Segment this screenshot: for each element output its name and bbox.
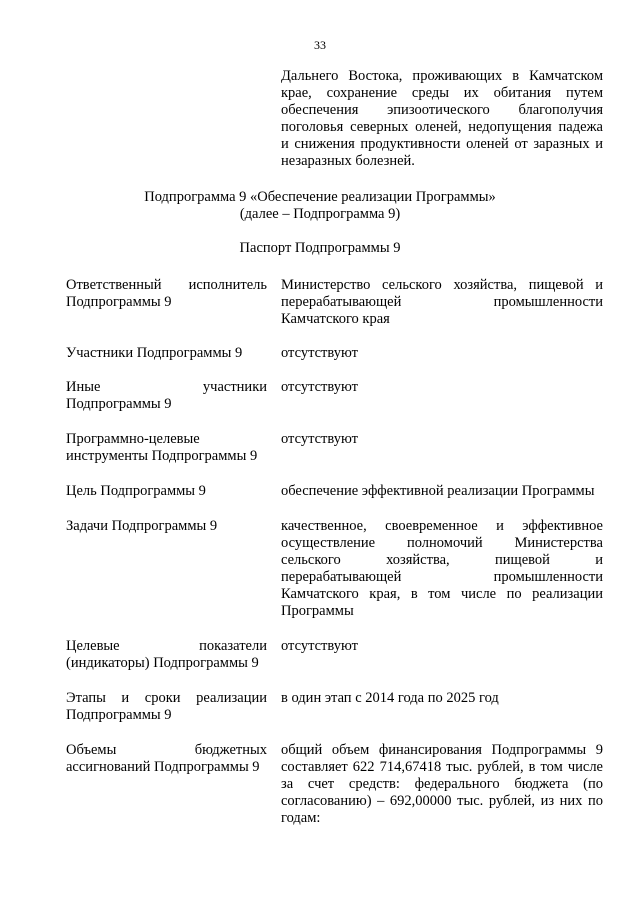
row-value: общий объем финансирования Подпрограммы 9 составляет 622 714,67418 тыс. рублей, в том числе за счет средств: федерального бюджета (по согласованию) – 692,00000 тыс. рублей, из них по годам: xyxy=(281,742,603,826)
row-value: Министерство сельского хозяйства, пищевой и перерабатывающей промышленности Камчатского края xyxy=(281,277,603,327)
row-label: Целевые показатели (индикаторы) Подпрограммы 9 xyxy=(66,638,267,671)
intro-line: и снижения продуктивности оленей от заразных и xyxy=(281,136,603,152)
intro-line: Дальнего Востока, проживающих в Камчатском xyxy=(281,68,603,84)
row-value: отсутствуют xyxy=(281,638,358,654)
row-label: Этапы и сроки реализации Подпрограммы 9 xyxy=(66,690,267,723)
subprogram-title: Подпрограмма 9 «Обеспечение реализации Программы» xyxy=(144,189,496,205)
intro-paragraph xyxy=(281,68,603,170)
row-label: Программно-целевые инструменты Подпрограммы 9 xyxy=(66,431,258,464)
row-value: в один этап с 2014 года по 2025 год xyxy=(281,690,499,706)
row-label: Иные участники Подпрограммы 9 xyxy=(66,379,267,412)
row-label: Объемы бюджетных ассигнований Подпрограммы 9 xyxy=(66,742,267,775)
row-value: отсутствуют xyxy=(281,379,358,395)
row-label: Ответственный исполнитель Подпрограммы 9 xyxy=(66,277,267,310)
row-label: Цель Подпрограммы 9 xyxy=(66,483,206,499)
row-value: обеспечение эффективной реализации Программы xyxy=(281,483,595,499)
passport-title: Паспорт Подпрограммы 9 xyxy=(239,240,401,256)
intro-line: обеспечения эпизоотического благополучия xyxy=(281,102,603,118)
row-value: отсутствуют xyxy=(281,345,358,361)
intro-line: незаразных болезней. xyxy=(281,153,415,169)
row-label: Задачи Подпрограммы 9 xyxy=(66,518,218,534)
intro-line: поголовья северных оленей, недопущения падежа xyxy=(281,119,603,135)
row-label: Участники Подпрограммы 9 xyxy=(66,345,243,361)
page-number: 33 xyxy=(314,38,326,52)
row-value: качественное, своевременное и эффективное осуществление полномочий Министерства сельского хозяйства, пищевой и перерабатывающей промышленности Камчатского края, в том числе по реализации Программы xyxy=(281,518,603,619)
subprogram-subtitle: (далее – Подпрограмма 9) xyxy=(239,206,401,222)
intro-line: крае, сохранение среды их обитания путем xyxy=(281,85,603,101)
row-value: отсутствуют xyxy=(281,431,358,447)
